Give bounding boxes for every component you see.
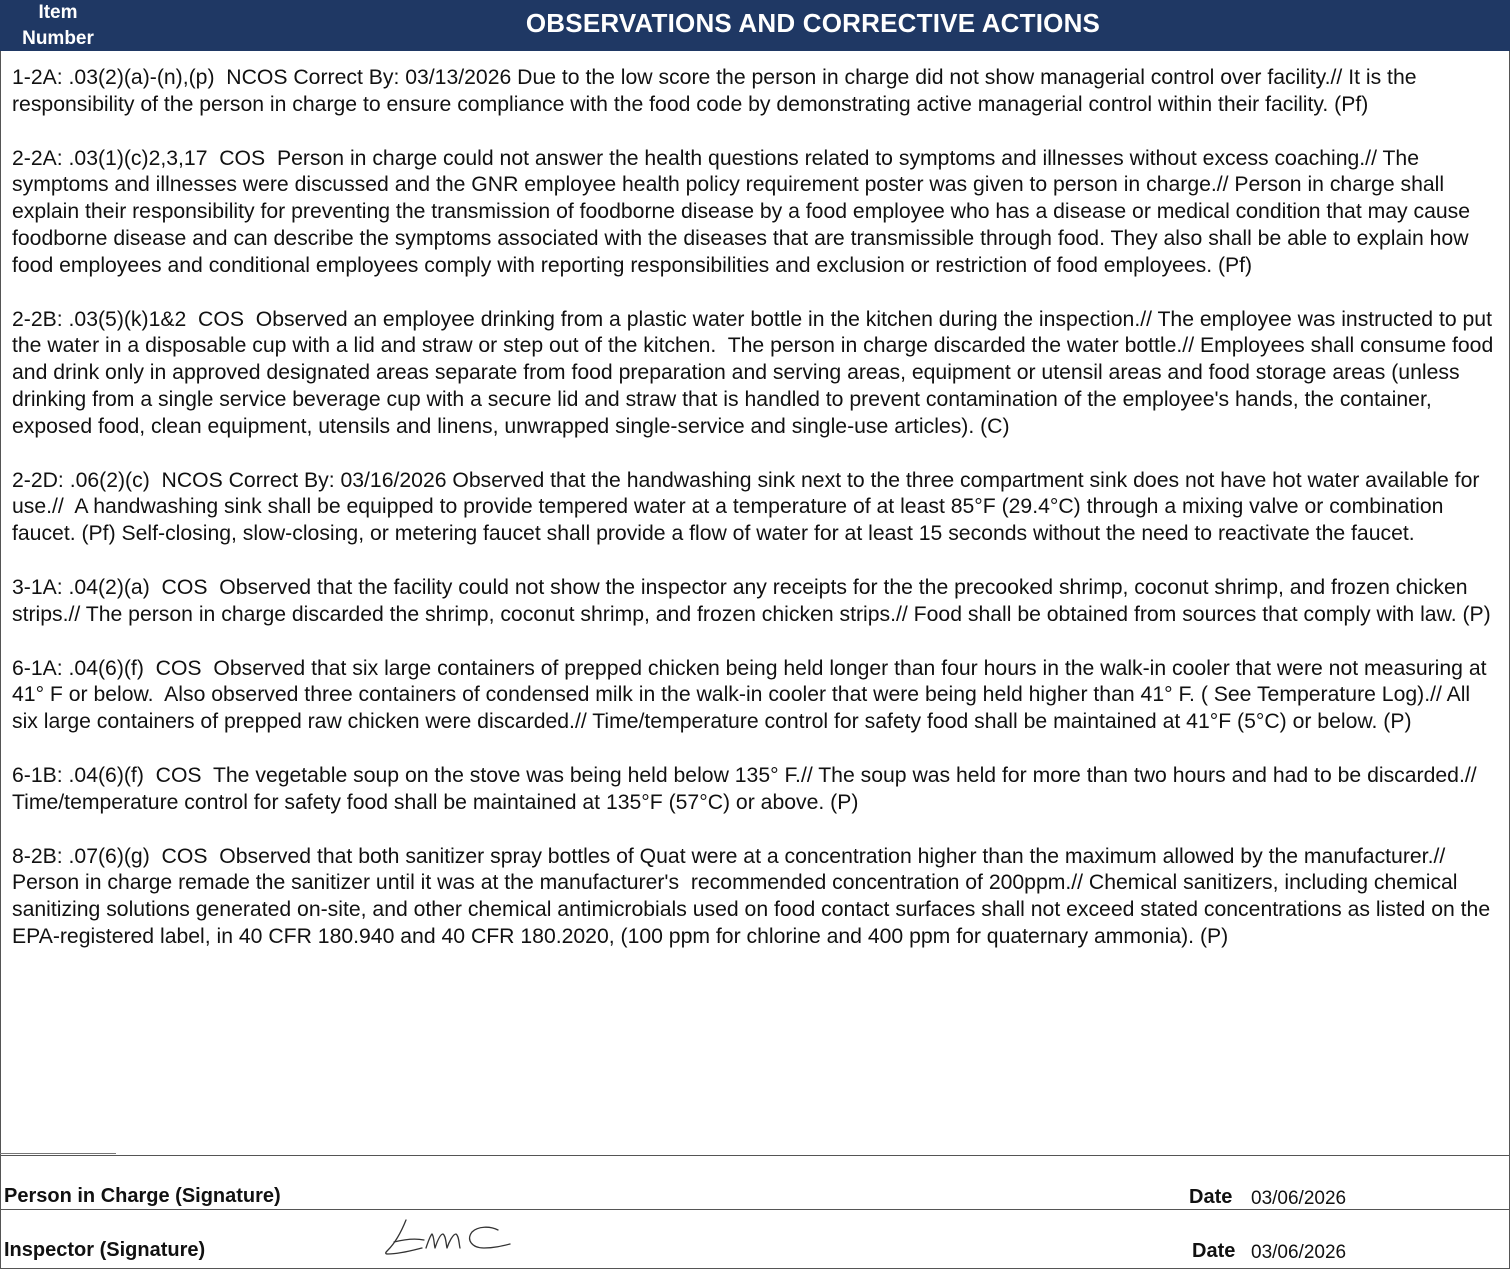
divider xyxy=(0,1209,1510,1210)
observation-item: 3-1A: .04(2)(a) COS Observed that the facility could not show the inspector any receipts for the the precooked shrimp, coconut shrimp, and frozen chicken strips.// The person in charge discarded the shrimp, coconut shrimp, and frozen chicken strips.// Food shall be obtained from sources that comply with law. (P) xyxy=(12,575,1491,626)
person-in-charge-date: 03/06/2026 xyxy=(1251,1188,1347,1209)
observation-item: 6-1A: .04(6)(f) COS Observed that six large containers of prepped chicken being held longer than four hours in the walk-in cooler that were not measuring at 41° F or below. Also observed three containers of condensed milk in the walk-in cooler that were being held higher than 41° F. ( See Temperature Log).// All six large containers of prepped raw chicken were discarded.// Time/temperature control for safety food shall be maintained at 41°F (5°C) or below. (P) xyxy=(12,656,1493,734)
item-number-line1: Item xyxy=(38,2,78,23)
inspector-signature xyxy=(380,1214,530,1258)
observation-item: 2-2A: .03(1)(c)2,3,17 COS Person in charge could not answer the health questions related to symptoms and illnesses without excess coaching.// The symptoms and illnesses were discussed and the GNR employee health policy requirement poster was given to person in charge.// Person in charge shall explain their responsibility for preventing the transmission of foodborne disease by a food employee who has a disease or medical condition that may cause foodborne disease and can describe the symptoms associated with the diseases that are transmissible through food. They also shall be able to explain how food employees and conditional employees comply with reporting responsibilities and exclusion or restriction of food employees. (Pf) xyxy=(12,146,1476,277)
observations-list xyxy=(12,65,1500,978)
observation-item: 2-2D: .06(2)(c) NCOS Correct By: 03/16/2026 Observed that the handwashing sink next to the three compartment sink does not have hot water available for use.// A handwashing sink shall be equipped to provide tempered water at a temperature of at least 85°F (29.4°C) through a mixing valve or combination faucet. (Pf) Self-closing, slow-closing, or metering faucet shall provide a flow of water for at least 15 seconds without the need to reactivate the faucet. xyxy=(12,468,1486,546)
inspector-date-label: Date xyxy=(1192,1240,1236,1262)
page-title: OBSERVATIONS AND CORRECTIVE ACTIONS xyxy=(525,8,1101,38)
observation-item: 8-2B: .07(6)(g) COS Observed that both sanitizer spray bottles of Quat were at a concentration higher than the maximum allowed by the manufacturer.// Person in charge remade the sanitizer until it was at the manufacturer's recommended concentration of 200ppm.// Chemical sanitizers, including chemical sanitizing solutions generated on-site, and other chemical antimicrobials used on food contact surfaces shall not exceed stated concentrations as listed on the EPA-registered label, in 40 CFR 180.940 and 40 CFR 180.2020, (100 ppm for chlorine and 400 ppm for quaternary ammonia). (P) xyxy=(12,844,1496,948)
item-number-line2: Number xyxy=(22,28,94,49)
divider xyxy=(0,1153,116,1154)
person-in-charge-signature-label: Person in Charge (Signature) xyxy=(4,1185,281,1207)
observation-item: 1-2A: .03(2)(a)-(n),(p) NCOS Correct By: 03/13/2026 Due to the low score the person in charge did not show managerial control over facility.// It is the responsibility of the person in charge to ensure compliance with the food code by demonstrating active managerial control within their facility. (Pf) xyxy=(12,66,1423,116)
inspector-date: 03/06/2026 xyxy=(1251,1242,1347,1263)
section-header xyxy=(0,0,1510,51)
inspector-signature-label: Inspector (Signature) xyxy=(4,1239,206,1261)
person-in-charge-date-label: Date xyxy=(1189,1186,1233,1208)
observation-item: 6-1B: .04(6)(f) COS The vegetable soup on the stove was being held below 135° F.// The soup was held for more than two hours and had to be discarded.// Time/temperature control for safety food shall be maintained at 135°F (57°C) or above. (P) xyxy=(12,763,1483,814)
item-number-heading xyxy=(0,0,116,52)
divider xyxy=(0,1155,1510,1156)
observation-item: 2-2B: .03(5)(k)1&2 COS Observed an employee drinking from a plastic water bottle in the kitchen during the inspection.// The employee was instructed to put the water in a disposable cup with a lid and straw or step out of the kitchen. The person in charge discarded the water bottle.// Employees shall consume food and drink only in approved designated areas separate from food preparation and serving areas, equipment or utensil areas and food storage areas (unless drinking from a single service beverage cup with a secure lid and straw that is handled to prevent contamination of the employee's hands, the container, exposed food, clean equipment, utensils and linens, unwrapped single-service and single-use articles). (C) xyxy=(12,307,1500,438)
